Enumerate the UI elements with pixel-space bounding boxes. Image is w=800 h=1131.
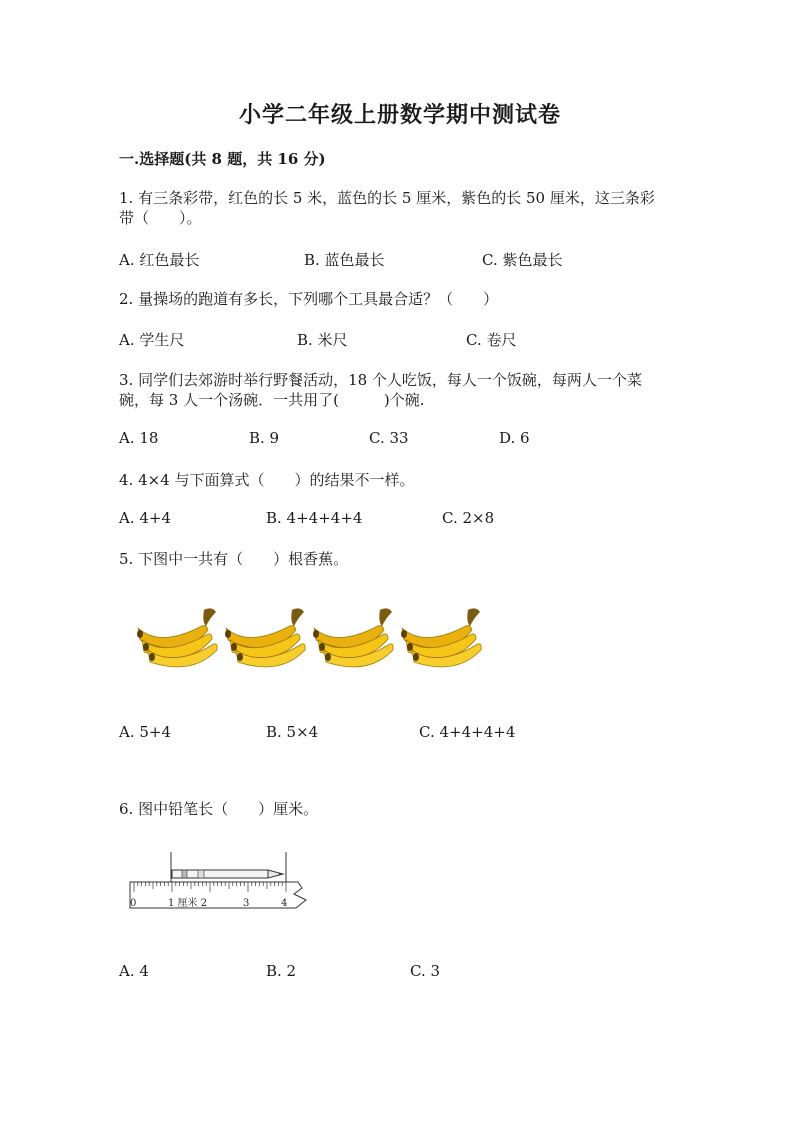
banana-bunch-icon-4	[401, 608, 481, 667]
question-2-option-a: A. 学生尺	[119, 331, 185, 349]
question-2-option-c: C. 卷尺	[466, 331, 517, 349]
question-5-line-1: 5. 下图中一共有（ ）根香蕉。	[119, 550, 349, 568]
ruler-label-3: 3	[243, 898, 250, 909]
question-6-option-c: C. 3	[410, 962, 441, 980]
banana-bunch-icon-1	[137, 608, 217, 667]
pencil-icon	[172, 870, 284, 878]
question-1-line-2: 带（ ）。	[119, 209, 202, 227]
question-3-option-c: C. 33	[369, 429, 409, 447]
ruler-label-1-2: 1 厘米 2	[168, 898, 208, 909]
question-3-line-1: 3. 同学们去郊游时举行野餐活动，18 个人吃饭，每人一个饭碗，每两人一个菜	[119, 371, 642, 389]
banana-bunch-icon-2	[225, 608, 305, 667]
question-1-option-c: C. 紫色最长	[482, 251, 563, 269]
question-2-option-b: B. 米尺	[297, 331, 348, 349]
banana-bunch-icon-3	[313, 608, 393, 667]
page-title: 小学二年级上册数学期中测试卷	[238, 102, 561, 128]
question-4-option-b: B. 4+4+4+4	[266, 509, 363, 527]
question-3-option-d: D. 6	[499, 429, 530, 447]
banana-bunches-image	[130, 600, 490, 675]
ruler-label-0: 0	[130, 898, 137, 909]
question-6-option-b: B. 2	[266, 962, 297, 980]
question-6-line-1: 6. 图中铅笔长（ ）厘米。	[119, 800, 319, 818]
question-4-option-a: A. 4+4	[119, 509, 172, 527]
question-4-option-c: C. 2×8	[442, 509, 495, 527]
question-1-option-a: A. 红色最长	[119, 251, 200, 269]
question-6-option-a: A. 4	[119, 962, 149, 980]
question-1-line-1: 1. 有三条彩带，红色的长 5 米，蓝色的长 5 厘米，紫色的长 50 厘米，这三条彩	[119, 189, 655, 207]
question-2-line-1: 2. 量操场的跑道有多长，下列哪个工具最合适？（ ）	[119, 290, 499, 308]
question-5-option-c: C. 4+4+4+4	[419, 723, 516, 741]
question-3-option-a: A. 18	[119, 429, 159, 447]
section-heading: 一.选择题(共 8 题，共 16 分)	[119, 150, 326, 168]
question-4-line-1: 4. 4×4 与下面算式（ ）的结果不一样。	[119, 471, 415, 489]
question-5-option-a: A. 5+4	[119, 723, 172, 741]
question-1-option-b: B. 蓝色最长	[304, 251, 385, 269]
question-3-line-2: 碗，每 3 人一个汤碗．一共用了( )个碗.	[119, 391, 425, 409]
ruler-pencil-image	[126, 850, 326, 920]
question-5-option-b: B. 5×4	[266, 723, 319, 741]
ruler-label-4: 4	[281, 898, 288, 909]
question-3-option-b: B. 9	[249, 429, 280, 447]
